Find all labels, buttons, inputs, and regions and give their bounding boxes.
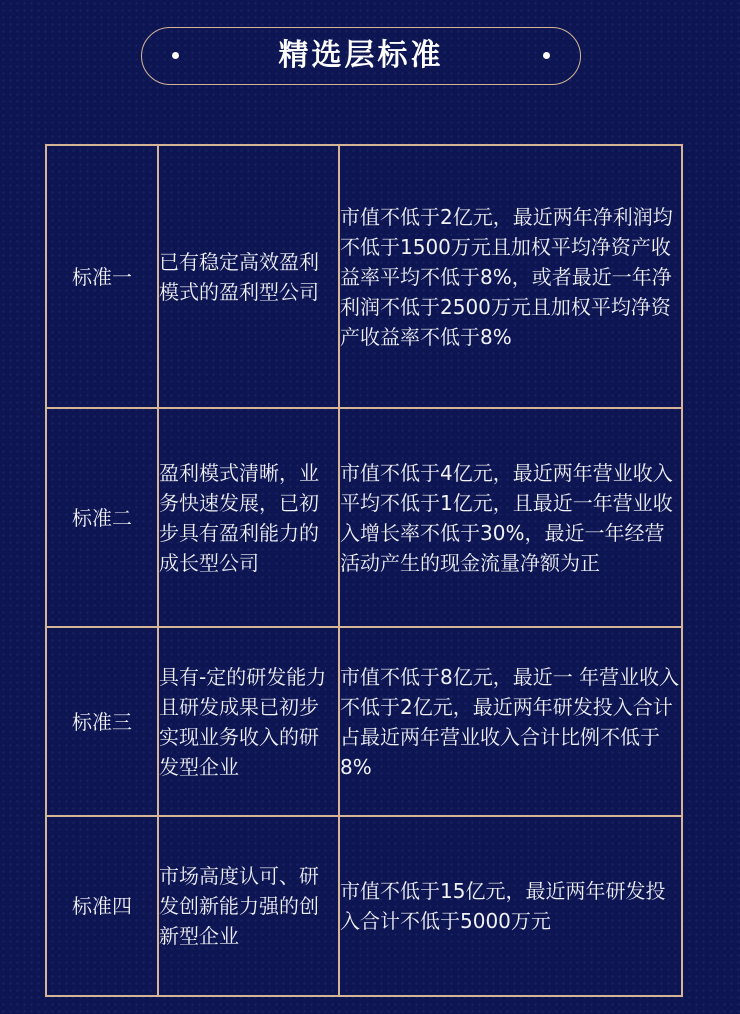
- company-type: 市场高度认可、研发创新能力强的创新型企业: [159, 864, 319, 948]
- company-type-cell: [158, 816, 339, 996]
- table-row: [46, 816, 682, 996]
- requirement-text: 市值不低于2亿元，最近两年净利润均不低于1500万元且加权平均净资产收益率平均不低于8%，或者最近一年净利润不低于2500万元且加权平均净资产收益率不低于8%: [340, 204, 673, 349]
- standard-name: 标准一: [72, 264, 132, 289]
- company-type: 盈利模式清晰，业务快速发展，已初步具有盈利能力的成长型公司: [159, 460, 319, 575]
- page-title: 精选层标准: [278, 38, 444, 73]
- company-type: 已有稳定高效盈利模式的盈利型公司: [159, 249, 319, 304]
- company-type-cell: [158, 627, 339, 816]
- company-type: 具有-定的研发能力且研发成果已初步实现业务收入的研发型企业: [159, 664, 327, 779]
- requirement-cell: [339, 627, 682, 816]
- company-type-cell: [158, 145, 339, 408]
- table-row: [46, 627, 682, 816]
- standard-name-cell: [46, 816, 158, 996]
- requirement-text: 市值不低于8亿元，最近一 年营业收入不低于2亿元，最近两年研发投入合计占最近两年营业收入合计比例不低于8%: [340, 664, 680, 779]
- standard-name: 标准四: [72, 894, 132, 918]
- title-banner: [141, 27, 581, 85]
- table-row: [46, 145, 682, 408]
- table-row: [46, 408, 682, 627]
- standard-name: 标准二: [72, 505, 132, 530]
- requirement-text: 市值不低于15亿元，最近两年研发投入合计不低于5000万元: [340, 879, 666, 933]
- standard-name: 标准三: [72, 709, 132, 734]
- dot-icon: [543, 52, 550, 59]
- standard-name-cell: [46, 145, 158, 408]
- standards-table: [45, 144, 683, 997]
- requirement-cell: [339, 408, 682, 627]
- requirement-cell: [339, 816, 682, 996]
- standard-name-cell: [46, 627, 158, 816]
- company-type-cell: [158, 408, 339, 627]
- requirement-cell: [339, 145, 682, 408]
- requirement-text: 市值不低于4亿元，最近两年营业收入平均不低于1亿元，且最近一年营业收入增长率不低于30%，最近一年经营活动产生的现金流量净额为正: [340, 460, 673, 575]
- standard-name-cell: [46, 408, 158, 627]
